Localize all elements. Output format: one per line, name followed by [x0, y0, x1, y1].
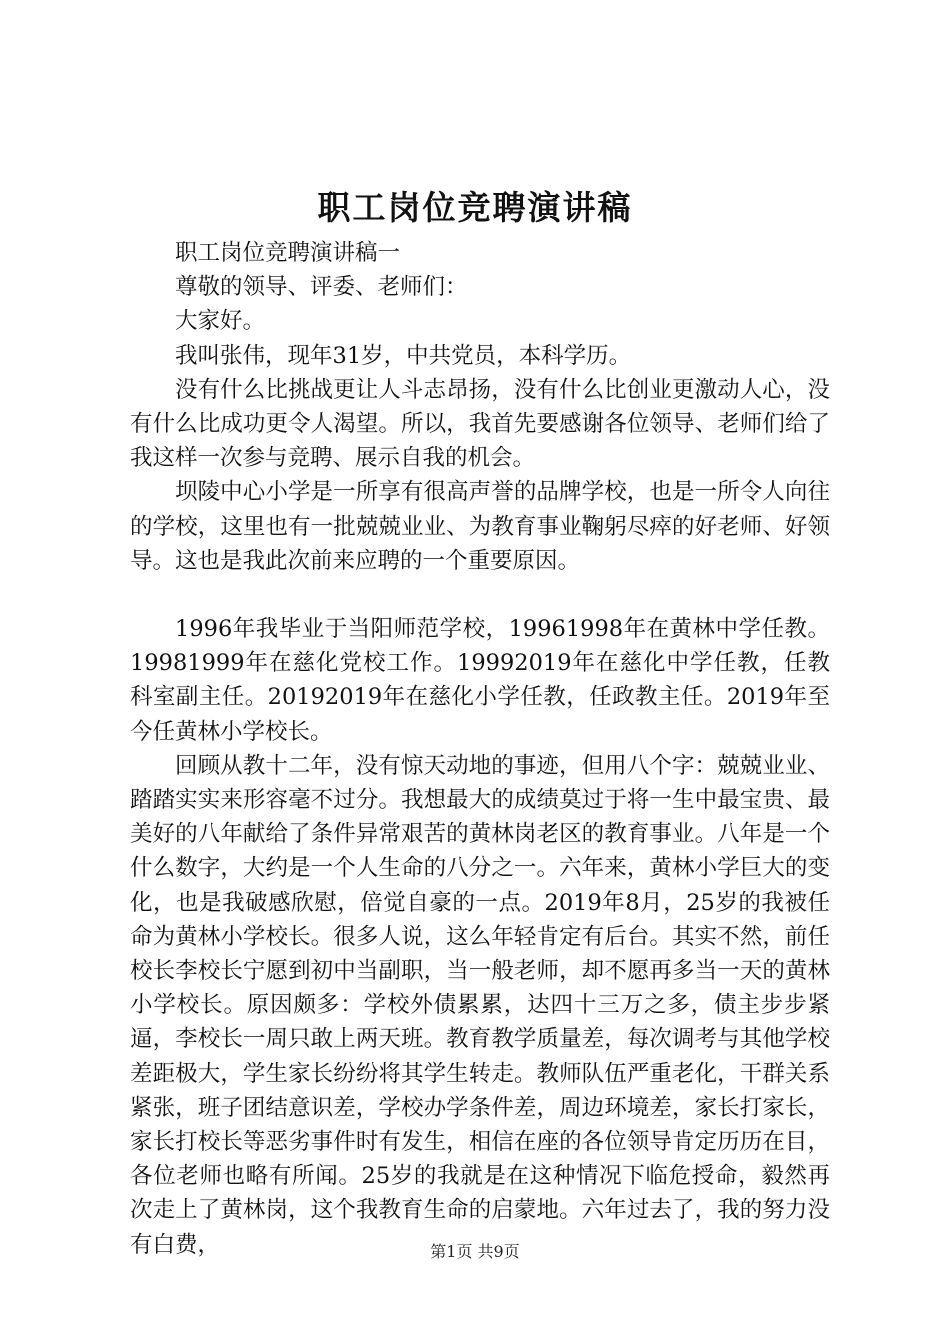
paragraph-gratitude: 没有什么比挑战更让人斗志昂扬，没有什么比创业更激动人心，没有什么比成功更令人渴望。所以，我首先要感谢各位领导、老师们给了我这样一次参与竞聘、展示自我的机会。: [130, 376, 830, 472]
page-number-footer: 第1页 共9页: [430, 1242, 520, 1261]
paragraph-greeting: 大家好。: [175, 308, 266, 335]
document-body: [130, 236, 830, 1262]
paragraph-introduction: 我叫张伟，现年31岁，中共党员，本科学历。: [175, 342, 632, 369]
paragraph-salutation: 尊敬的领导、评委、老师们：: [175, 274, 468, 301]
paragraph-review: 回顾从教十二年，没有惊天动地的事迹，但用八个字：兢兢业业、踏踏实实来形容毫不过分。我想最大的成绩莫过于将一生中最宝贵、最美好的八年献给了条件异常艰苦的黄林岗老区的教育事业。八年是一个什么数字，大约是一个人生命的八分之一。六年来，黄林小学巨大的变化，也是我破感欣慰，倍觉自豪的一点。2019年8月，25岁的我被任命为黄林小学校长。很多人说，这么年轻肯定有后台。其实不然，前任校长李校长宁愿到初中当副职，当一般老师，却不愿再多当一天的黄林小学校长。原因颇多：学校外债累累，达四十三万之多，债主步步紧逼，李校长一周只敢上两天班。教育教学质量差，每次调考与其他学校差距极大，学生家长纷纷将其学生转走。教师队伍严重老化，干群关系紧张，班子团结意识差，学校办学条件差，周边环境差，家长打家长，家长打校长等恶劣事件时有发生，相信在座的各位领导肯定历历在目，各位老师也略有所闻。25岁的我就是在这种情况下临危授命，毅然再次走上了黄林岗，这个我教育生命的启蒙地。六年过去了，我的努力没有白费，: [130, 752, 830, 1258]
paragraph-subtitle: 职工岗位竞聘演讲稿一: [175, 240, 401, 266]
page-title: 职工岗位竞聘演讲稿: [317, 188, 633, 227]
paragraph-school-reason: 坝陵中心小学是一所享有很高声誉的品牌学校，也是一所令人向往的学校，这里也有一批兢兢业业、为教育事业鞠躬尽瘁的好老师、好领导。这也是我此次前来应聘的一个重要原因。: [130, 479, 830, 574]
paragraph-spacer: [130, 578, 830, 612]
paragraph-career-history: 1996年我毕业于当阳师范学校，19961998年在黄林中学任教。19981999年在慈化党校工作。19992019年在慈化中学任教，任教科室副主任。20192019年在慈化小学任教，任政教主任。2019年至今任黄林小学校长。: [130, 616, 830, 745]
